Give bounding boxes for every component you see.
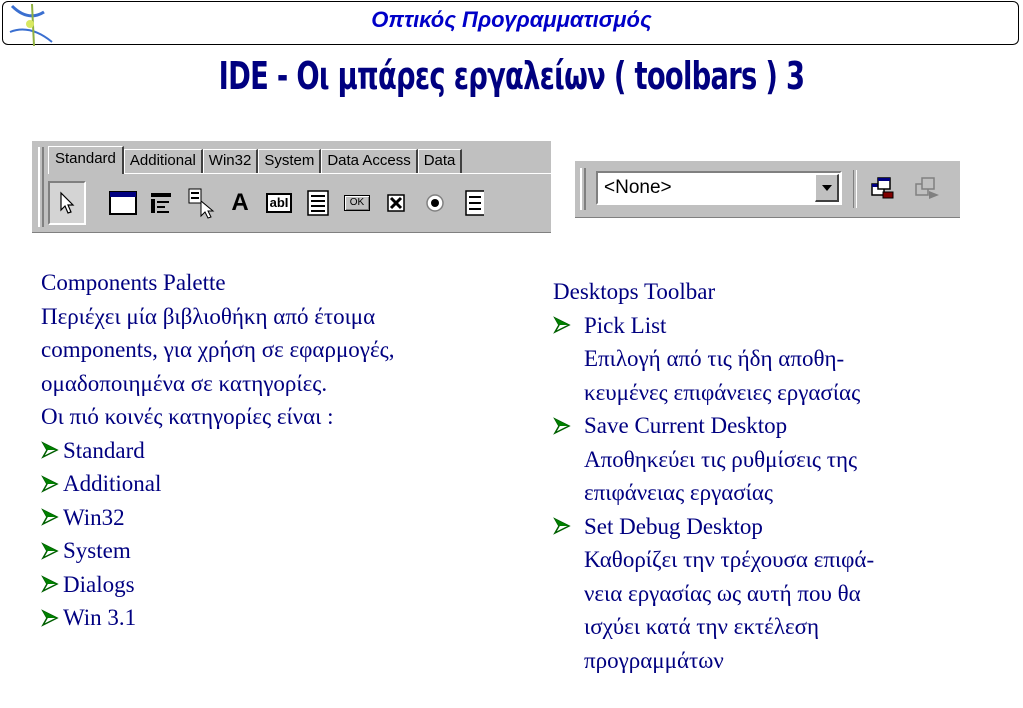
component-palette: [32, 140, 551, 233]
checkbox-icon[interactable]: [379, 184, 413, 222]
description-line: components, για χρήση σε εφαρμογές,: [41, 337, 395, 362]
description-line: Περιέχει μία βιβλιοθήκη από έτοιμα: [41, 303, 376, 329]
feature-title: Pick List: [584, 312, 667, 338]
category-bullet: [41, 434, 541, 468]
arrow-bullet-icon: [41, 441, 59, 459]
save-desktop-button[interactable]: [867, 172, 899, 204]
tab-additional[interactable]: Additional: [124, 149, 203, 173]
palette-grip[interactable]: [38, 147, 44, 227]
toolbar-separator: [853, 170, 857, 208]
arrow-bullet-icon: [41, 542, 59, 560]
tab-data-access[interactable]: Data Access: [321, 149, 417, 173]
listbox-icon[interactable]: [457, 184, 491, 222]
header-title: Οπτικός Προγραμματισμός: [371, 7, 652, 32]
arrow-bullet-icon: [41, 475, 59, 493]
pick-list-combobox[interactable]: [596, 171, 842, 205]
pointer-icon[interactable]: [48, 181, 86, 225]
category-label: System: [63, 538, 131, 563]
label-icon[interactable]: [223, 184, 257, 222]
arrow-bullet-icon: [41, 508, 59, 526]
category-bullet: [41, 501, 541, 535]
description-line: ομαδοποιημένα σε κατηγορίες.: [41, 370, 328, 396]
set-debug-desktop-button[interactable]: [911, 172, 943, 204]
arrow-bullet-icon: [553, 316, 571, 334]
category-label: Additional: [63, 471, 162, 496]
feature-desc: νεια εργασίας ως αυτή που θα: [584, 580, 861, 606]
category-bullet: [41, 601, 541, 635]
palette-tabs: [48, 147, 462, 173]
components-palette-text: [41, 266, 541, 635]
feature-desc: Επιλογή από τις ήδη αποθη-: [584, 346, 845, 371]
desktops-grip[interactable]: [580, 168, 586, 210]
arrow-bullet-icon: [553, 517, 571, 535]
pick-list-value: <None>: [604, 177, 672, 198]
label-icon-text: A: [231, 189, 249, 216]
category-bullet: [41, 467, 541, 501]
category-label: Win32: [63, 504, 125, 530]
category-label: Win 3.1: [63, 605, 137, 630]
feature-bullet: [553, 510, 1013, 544]
tab-data[interactable]: Data: [418, 149, 463, 173]
feature-desc: Καθορίζει την τρέχουσα επιφά-: [584, 547, 875, 572]
category-label: Dialogs: [63, 571, 135, 597]
tab-win32[interactable]: Win32: [203, 149, 259, 173]
category-bullet: [41, 568, 541, 602]
components-palette-heading: Components Palette: [41, 270, 226, 295]
category-bullet: [41, 534, 541, 568]
radiobutton-icon[interactable]: [418, 184, 452, 222]
memo-icon[interactable]: [301, 184, 335, 222]
arrow-bullet-icon: [553, 417, 571, 435]
feature-desc: ισχύει κατά την εκτέλεση: [584, 614, 820, 639]
category-label: Standard: [63, 437, 145, 463]
arrow-bullet-icon: [41, 575, 59, 593]
set-debug-desktop-icon: [913, 175, 941, 201]
desktops-toolbar-heading: Desktops Toolbar: [553, 279, 716, 304]
feature-bullet: [553, 409, 1013, 443]
feature-desc: κευμένες επιφάνειες εργασίας: [584, 379, 861, 405]
desktops-toolbar: [575, 160, 960, 218]
feature-title: Save Current Desktop: [584, 413, 788, 438]
edit-icon[interactable]: [262, 184, 296, 222]
slide-title: IDE - Οι μπάρες εργαλείων ( toolbars ) 3: [218, 54, 805, 98]
feature-desc: προγραμμάτων: [584, 647, 724, 673]
tab-system[interactable]: System: [258, 149, 321, 173]
desktops-toolbar-text: [553, 275, 1013, 677]
popup-menu-icon[interactable]: [184, 184, 218, 222]
save-desktop-icon: [869, 175, 897, 201]
feature-title: Set Debug Desktop: [584, 513, 763, 539]
edit-icon-box: abI: [266, 193, 293, 213]
button-icon[interactable]: [340, 184, 374, 222]
edit-icon-text: ab: [269, 195, 285, 210]
frame-icon[interactable]: [106, 184, 140, 222]
palette-icons: [48, 181, 496, 225]
feature-bullet: [553, 309, 1013, 343]
button-icon-text: OK: [344, 195, 370, 211]
tab-standard[interactable]: Standard: [48, 146, 124, 174]
chevron-down-icon[interactable]: [815, 174, 839, 202]
feature-desc: Αποθηκεύει τις ρυθμίσεις της: [584, 446, 858, 472]
arrow-bullet-icon: [41, 609, 59, 627]
description-line: Οι πιό κοινές κατηγορίες είναι :: [41, 404, 334, 429]
feature-desc: επιφάνειας εργασίας: [584, 480, 774, 505]
main-menu-icon[interactable]: [145, 184, 179, 222]
